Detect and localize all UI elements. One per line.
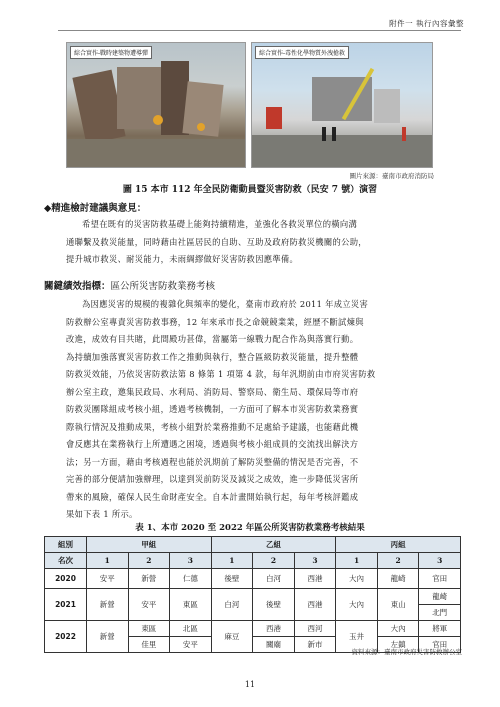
table-cell: 西港 (294, 589, 336, 621)
figure-caption: 圖 15 本市 112 年全民防衛動員暨災害防救（民安 7 號）演習 (122, 185, 378, 195)
rank-cell: 1 (336, 553, 378, 569)
results-table (44, 536, 461, 653)
indicator-paragraph (66, 296, 436, 524)
indicator-heading-text: 區公所災害防救業務考核 (110, 281, 216, 292)
review-line: 通聯繫及救災能量，同時藉由社區居民的自助、互助及政府防救災機關的公助， (66, 236, 367, 247)
table-cell: 新營 (128, 569, 170, 589)
table-cell: 大內 (336, 569, 378, 589)
appendix-header: 附件一 執行內容彙整 (389, 19, 464, 28)
table-cell: 麻豆 (211, 621, 253, 653)
table-cell: 西河 (294, 621, 336, 637)
indicator-line: 防救辦公室專責災害防救事務，12 年來承市長之命競競業業，經歷不斷試煉與 (66, 316, 364, 327)
indicator-line: 改進，成效有目共睹，此間殿功甚偉，當屬第一線戰力配合作為與落實行動。 (66, 334, 359, 344)
right-photo-caption: 綜合實作-毒性化學物質外洩搶救 (255, 46, 349, 59)
rank-cell: 2 (128, 553, 170, 569)
table-cell: 東山 (377, 589, 419, 621)
table-cell: 新營 (87, 621, 129, 653)
indicator-heading-label: 關鍵績效指標： (44, 281, 111, 292)
rank-cell: 2 (253, 553, 295, 569)
table-row (45, 589, 461, 605)
indicator-line: 會反應其在業務執行上所遭遇之困境，透過與考核小組成員的交流找出解決方 (66, 439, 359, 449)
header-divider (58, 30, 461, 31)
table-cell: 佳里 (128, 637, 170, 653)
rank-cell: 3 (170, 553, 212, 569)
group-b: 乙組 (211, 537, 336, 553)
indicator-line: 為持續加強落實災害防救工作之推動與執行，整合區級防救災能量，提升整體 (66, 351, 359, 362)
photo-chemical-drill (251, 42, 433, 168)
table-cell: 北區 (170, 621, 212, 637)
table-cell: 新營 (87, 589, 129, 621)
group-c: 丙組 (336, 537, 461, 553)
table-cell: 後壁 (253, 589, 295, 621)
table-cell: 左鎮 (377, 637, 419, 653)
indicator-line: 果如下表 1 所示。 (66, 509, 138, 519)
rank-cell: 3 (294, 553, 336, 569)
table-cell: 東區 (128, 621, 170, 637)
rank-cell: 1 (87, 553, 129, 569)
indicator-line: 辦公室主政，邀集民政局、水利局、消防局、警察局、衛生局、環保局等市府 (66, 386, 359, 397)
table-cell: 官田 (419, 569, 461, 589)
rank-cell: 2 (377, 553, 419, 569)
table-cell: 東區 (170, 589, 212, 621)
table-cell: 仁德 (170, 569, 212, 589)
year-cell: 2022 (45, 621, 87, 653)
indicator-line: 防救災團隊組成考核小組，透過考核機制，一方面可了解本市災害防救業務實 (66, 404, 359, 414)
page-number: 11 (244, 680, 256, 689)
table-cell: 西港 (253, 621, 295, 637)
table-row (45, 569, 461, 589)
table-cell: 西港 (294, 569, 336, 589)
table-cell: 大內 (336, 589, 378, 621)
group-label: 組別 (45, 537, 87, 553)
indicator-line: 為因應災害的規模的複雜化與頻率的變化，臺南市政府於 2011 年成立災害 (82, 299, 369, 309)
table-row (45, 621, 461, 637)
table-cell: 官田 (419, 637, 461, 653)
table-cell: 龍崎 (377, 569, 419, 589)
table-cell: 北門 (419, 605, 461, 621)
table-header-row (45, 537, 461, 553)
review-line: 提升城市救災、耐災能力，未雨綢繆做好災害防救因應準備。 (66, 254, 299, 264)
review-paragraph (66, 216, 436, 269)
table-cell: 白河 (211, 589, 253, 621)
rank-cell: 1 (211, 553, 253, 569)
rank-label: 名次 (45, 553, 87, 569)
indicator-line: 防救災效能，乃依災害防救法第 8 條第 1 項第 4 款，每年汎期前由市府災害防救 (66, 369, 376, 379)
year-cell: 2020 (45, 569, 87, 589)
table-cell: 白河 (253, 569, 295, 589)
rank-cell: 3 (419, 553, 461, 569)
indicator-line: 完善的部分便請加強辦理，以達到災前防災及減災之成效，進一步降低災害所 (66, 474, 359, 484)
left-photo-caption: 綜合實作-戰時建築物遭導彈 (70, 46, 152, 59)
photo-missile-drill (66, 42, 246, 168)
indicator-line: 帶來的風險，確保人民生命財產安全。自本計畫開始執行起，每年考核評鑑成 (66, 491, 359, 502)
indicator-line: 際執行情況及推動成果，考核小組對於業務推動不足處給予建議，也能藉此機 (66, 421, 359, 432)
review-heading: ◆精進檢討建議與意見： (44, 203, 147, 214)
table-cell: 後壁 (211, 569, 253, 589)
indicator-line: 法；另一方面，藉由考核過程也能於汎期前了解防災整備的情況是否完善，不 (66, 456, 359, 467)
photo-source: 圖片來源：臺南市政府消防局 (349, 172, 434, 180)
table-cell: 新市 (294, 637, 336, 653)
table-cell: 大內 (377, 621, 419, 637)
table-cell: 安平 (87, 569, 129, 589)
table-cell: 安平 (128, 589, 170, 621)
indicator-heading (44, 278, 215, 292)
table-cell: 玉井 (336, 621, 378, 653)
table-source: 資料來源：臺南市政府災害防救辦公室 (351, 648, 462, 656)
review-line: 希望在既有的災害防救基礎上能夠持續精進，並強化各救災單位的橫向溝 (82, 219, 358, 229)
group-a: 甲組 (87, 537, 212, 553)
table-cell: 關廟 (253, 637, 295, 653)
table-cell: 安平 (170, 637, 212, 653)
table-cell: 將軍 (419, 621, 461, 637)
table-rank-row (45, 553, 461, 569)
table-title: 表 1、本市 2020 至 2022 年區公所災害防救業務考核結果 (135, 523, 365, 533)
year-cell: 2021 (45, 589, 87, 621)
table-cell: 龍崎 (419, 589, 461, 605)
